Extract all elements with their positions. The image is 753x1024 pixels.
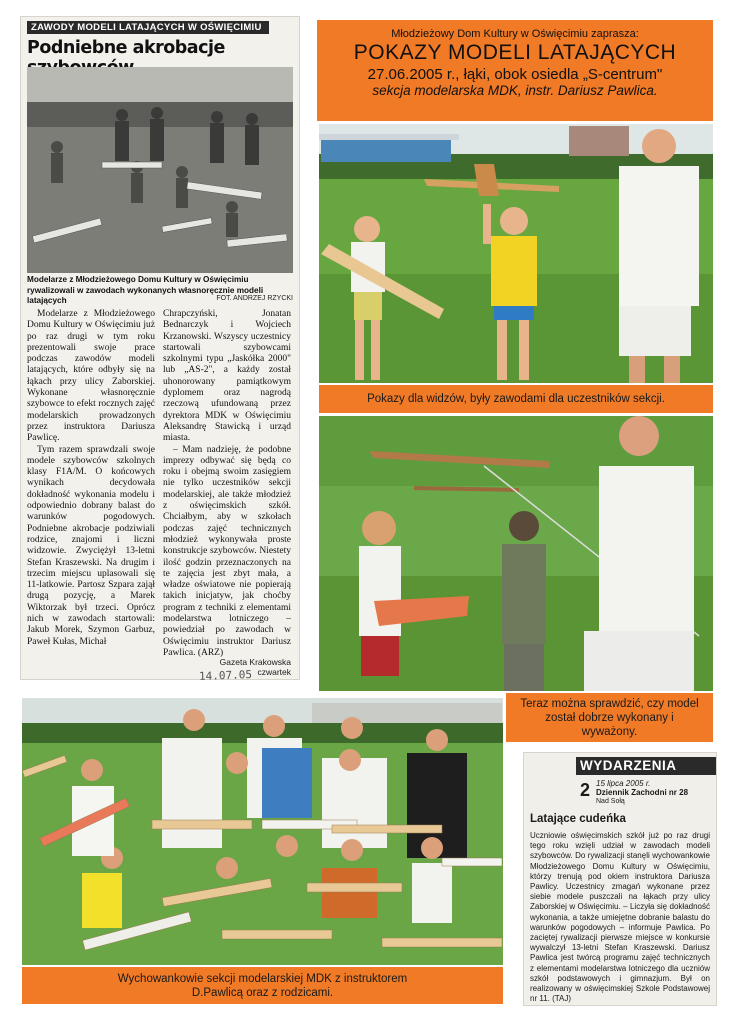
header-title: POKAZY MODELI LATAJĄCYCH: [353, 41, 677, 64]
photo-credit: FOT. ANDRZEJ RZYCKI: [216, 295, 293, 302]
article-column-1: [27, 309, 155, 648]
issue-info: [596, 779, 688, 806]
newspaper-clipping-gazeta: [20, 16, 300, 683]
handwritten-date: 14.07.05: [198, 668, 253, 683]
event-header: [317, 20, 713, 121]
newspaper-day: czwartek: [257, 667, 291, 677]
article-column-2: [163, 309, 291, 659]
newspaper-name: Gazeta Krakowska: [219, 657, 291, 667]
paper-name: Dziennik Zachodni nr 28: [596, 788, 689, 797]
photo2-caption: [506, 693, 713, 742]
article-paragraph: Chrapczyński, Jonatan Bednarczyk i Wojciech Krzanowski. Wszyscy uczestnicy startowali szybowcami szkolnymi typu „Jaskółka 2000" lub „AS-2", a każdy został uhonorowany pamiątkowym dyplomem oraz nagrodą rzeczową ufundowaną przez dyrektora MDK w Oświęcimiu Aleksandrę Stawicką i urząd miasta.: [163, 309, 291, 444]
photo3-caption-text: Wychowankowie sekcji modelarskiej MDK z instruktorem D.Pawlicą oraz z rodzicami.: [117, 972, 408, 999]
section-label: WYDARZENIA: [576, 757, 716, 775]
clipping-kicker: ZAWODY MODELI LATAJĄCYCH W OŚWIĘCIMIU: [27, 21, 269, 34]
issue-date: 15 lipca 2005 r.: [596, 779, 651, 788]
paper-region: Nad Sołą: [596, 798, 625, 805]
photo2-caption-text: Teraz można sprawdzić, czy model został dobrze wykonany i wyważony.: [520, 697, 699, 738]
photo-model-check: [319, 416, 713, 691]
photo-group: [22, 698, 503, 965]
photo-gliders-launch: [319, 124, 713, 383]
clipping2-body: Uczniowie oświęcimskich szkół już po raz drugi tego roku wzięli udział w zawodach modeli szybowców. Do rywalizacji stanęli wychowankowie Młodzieżowego Domu Kultury w Oświęcimiu, którzy trenują pod okiem instruktora Dariusza Pawlicy. Uczestnicy zmagań wykonane przez siebie modele puszczali na łąkach przy ulicy Zaborskiej w Oświęcimiu. – Liczyła się dokładność wykonania, a także umiejętne dobranie balastu do warunków pogodowych – informuje Pawlica. Po zaciętej rywalizacji pierwsze miejsce w konkursie wywalczył 13-letni Stefan Kraszewski. Dariusz Pawlica jest twórcą programu zajęć technicznych z elementami modelarstwa lotniczego dla uczniów szkół podstawowych i gimnazjum. Był on realizowany w oświęcimskiej Szkole Podstawowej nr 11. (TAJ): [530, 831, 710, 1004]
clipping2-headline: Latające cudeńka: [530, 813, 626, 825]
header-organizer: Młodzieżowy Dom Kultury w Oświęcimiu zaprasza:: [391, 28, 639, 40]
photo1-caption: Pokazy dla widzów, były zawodami dla uczestników sekcji.: [319, 385, 713, 413]
clipping-photo-caption: Modelarze z Młodzieżowego Domu Kultury w Oświęcimiu rywalizowali w zawodach wykonanych własnoręcznie modeli latających: [27, 275, 264, 305]
page-number: 2: [580, 780, 591, 800]
clipping-photo: [27, 67, 293, 273]
clipping-headline: Podniebne akrobacje: [27, 38, 225, 58]
photo3-caption: [22, 967, 503, 1004]
article-paragraph: Tym razem sprawdzali swoje modele szybowców szkolnych klasy F1A/M. O końcowych wynikach decydowała dokładność wykonania modelu i odpowiednio dobrany balast do warunków pogodowych. Podniebne akrobacje podziwiali rodzice, znajomi i liczni widzowie. Zwyciężył 13-letni Stefan Kraszewski. Na drugim i trzecim miejscu uplasowali się 11-latkowie. Partosz Szpara zajął drugą pozycję, a Marek Wiktorzak był trzeci. Oprócz nich w zawodach startowali: Jakub Morek, Szymon Garbuz, Paweł Kułas, Michał: [27, 444, 155, 647]
article-paragraph: Modelarze z Młodzieżowego Domu Kultury w Oświęcimiu już po raz drugi w tym roku prezentowali swoje prace podczas zawodów modeli latających, które odbyły się na łąkach przy ulicy Zaborskiej. Wykonane własnoręcznie szybowce to efekt rocznych zajęć modelarskich prowadzonych przez instruktora Dariusza Pawlicę.: [27, 309, 155, 444]
header-section: sekcja modelarska MDK, instr. Dariusz Pawlica.: [372, 83, 658, 98]
newspaper-clipping-dziennik: [523, 752, 717, 1006]
header-date-place: 27.06.2005 r., łąki, obok osiedla „S-centrum": [367, 66, 663, 83]
article-paragraph: – Mam nadzieję, że podobne imprezy odbywać się będą co roku i obejmą swoim zasięgiem nie tylko uczestników sekcji modelarskiej, ale także młodzież z oświęcimskich szkół. Chciałbym, aby w szkołach podczas zajęć technicznych młodzież wykonywała proste konstrukcje szybowców. Niestety ilość godzin przeznaczonych na te zajęcia jest zbyt mała, a władze oświatowe nie popierają takich inicjatyw, jak choćby program z techniki z elementami modelarstwa lotniczego – powiedział po zawodach w Oświęcimiu instruktor Dariusz Pawlica. (ARZ): [163, 444, 291, 658]
